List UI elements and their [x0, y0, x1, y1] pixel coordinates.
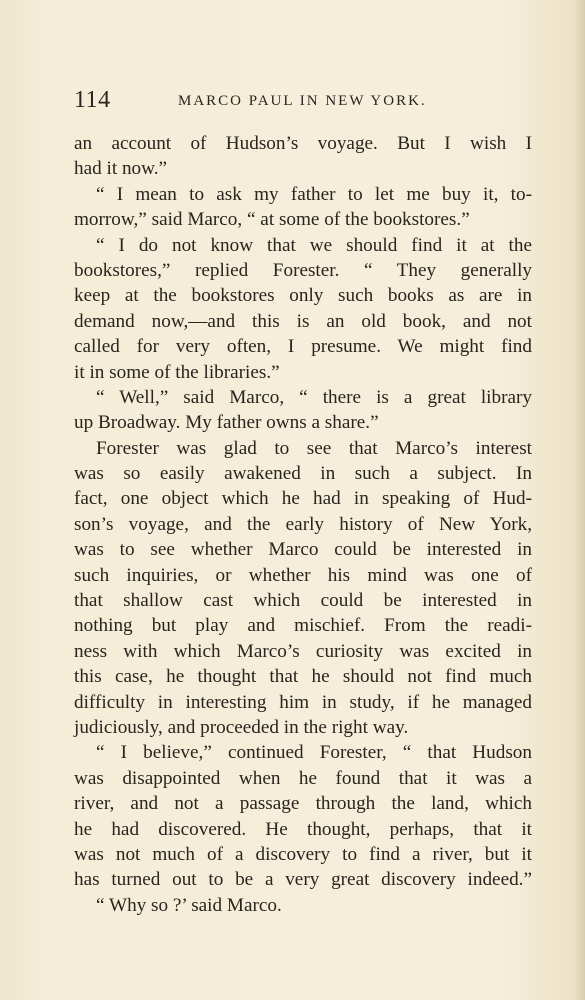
text-line: nothing but play and mischief. From the readi- [74, 615, 532, 637]
text-line: was disappointed when he found that it was a [74, 767, 532, 789]
text-line: that shallow cast which could be interested in [74, 590, 532, 612]
text-line: demand now,—and this is an old book, and not [74, 310, 532, 332]
page-number: 114 [74, 87, 111, 113]
page-edge-shadow [575, 0, 585, 1000]
text-line: ness with which Marco’s curiosity was excited in [74, 640, 532, 662]
text-line: an account of Hudson’s voyage. But I wish I [74, 133, 532, 154]
text-line: “ Why so ?’ said Marco. [96, 894, 282, 916]
text-line: bookstores,” replied Forester. “ They generally [74, 259, 532, 281]
text-line: this case, he thought that he should not find much [74, 666, 532, 688]
text-line: such inquiries, or whether his mind was one of [74, 564, 532, 586]
text-line: morrow,” said Marco, “ at some of the bookstores.” [74, 209, 470, 231]
text-line: “ I believe,” continued Forester, “ that Hudson [96, 742, 532, 764]
text-line: river, and not a passage through the land, which [74, 793, 532, 815]
text-line: was to see whether Marco could be interested in [74, 539, 532, 561]
page-header [74, 86, 534, 118]
text-line: had it now.” [74, 158, 168, 180]
running-head: MARCO PAUL IN NEW YORK. [178, 93, 427, 109]
text-line: was not much of a discovery to find a river, but it [74, 843, 532, 865]
text-line: keep at the bookstores only such books as are in [74, 285, 532, 307]
text-line: “ I do not know that we should find it at the [96, 234, 532, 256]
text-line: he had discovered. He thought, perhaps, that it [74, 818, 532, 840]
text-line: it in some of the libraries.” [74, 361, 280, 383]
body-text [74, 131, 532, 918]
text-line: “ Well,” said Marco, “ there is a great library [96, 386, 532, 408]
text-line: fact, one object which he had in speaking of Hud- [74, 488, 532, 510]
text-line: difficulty in interesting him in study, if he managed [74, 691, 532, 713]
text-line: up Broadway. My father owns a share.” [74, 412, 379, 434]
text-line: “ I mean to ask my father to let me buy it, to- [96, 183, 532, 205]
text-line: Forester was glad to see that Marco’s interest [96, 437, 532, 459]
text-line: judiciously, and proceeded in the right way. [74, 716, 409, 738]
text-line: was so easily awakened in such a subject. In [74, 463, 532, 485]
text-line: son’s voyage, and the early history of New York, [74, 513, 532, 535]
text-line: called for very often, I presume. We might find [74, 336, 532, 358]
text-line: has turned out to be a very great discovery indeed.” [74, 869, 532, 891]
